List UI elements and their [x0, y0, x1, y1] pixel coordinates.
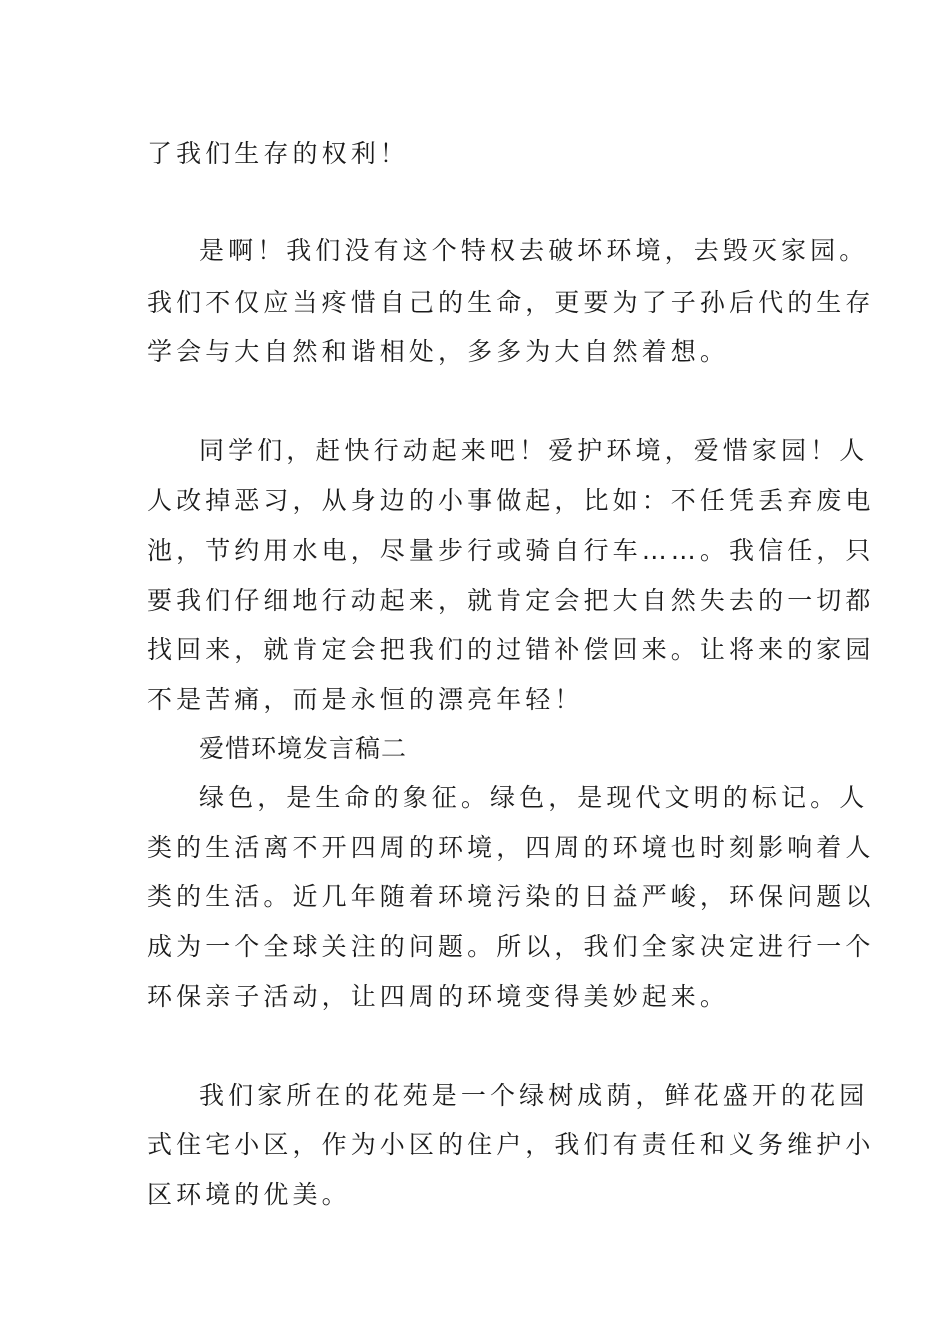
text-line: 是啊！我们没有这个特权去破坏环境，去毁灭家园。 [199, 236, 869, 265]
text-line: 绿色，是生命的象征。绿色，是现代文明的标记。人 [199, 783, 869, 812]
text-line: 不是苦痛，而是永恒的漂亮年轻！ [147, 685, 584, 714]
text-line: 我们不仅应当疼惜自己的生命，更要为了子孙后代的生存 [147, 288, 875, 317]
text-line: 式住宅小区，作为小区的住户，我们有责任和义务维护小 [147, 1130, 875, 1159]
text-line: 池，节约用水电，尽量步行或骑自行车……。我信任，只 [147, 536, 875, 565]
text-line: 成为一个全球关注的问题。所以，我们全家决定进行一个 [147, 932, 875, 961]
text-line: 环保亲子活动，让四周的环境变得美妙起来。 [147, 982, 730, 1011]
text-line: 要我们仔细地行动起来，就肯定会把大自然失去的一切都 [147, 586, 875, 615]
text-line: 人改掉恶习，从身边的小事做起，比如：不任凭丢弃废电 [147, 486, 875, 515]
text-line: 了我们生存的权利！ [147, 139, 409, 168]
text-line: 区环境的优美。 [147, 1180, 351, 1209]
text-line: 同学们，赶快行动起来吧！爱护环境，爱惜家园！人 [199, 436, 869, 465]
text-line: 类的生活离不开四周的环境，四周的环境也时刻影响着人 [147, 833, 875, 862]
section-heading: 爱惜环境发言稿二 [199, 734, 408, 763]
text-line: 我们家所在的花苑是一个绿树成荫，鲜花盛开的花园 [199, 1081, 869, 1110]
text-line: 学会与大自然和谐相处，多多为大自然着想。 [147, 337, 730, 366]
text-line: 类的生活。近几年随着环境污染的日益严峻，环保问题以 [147, 882, 875, 911]
text-line: 找回来，就肯定会把我们的过错补偿回来。让将来的家园 [147, 635, 875, 664]
